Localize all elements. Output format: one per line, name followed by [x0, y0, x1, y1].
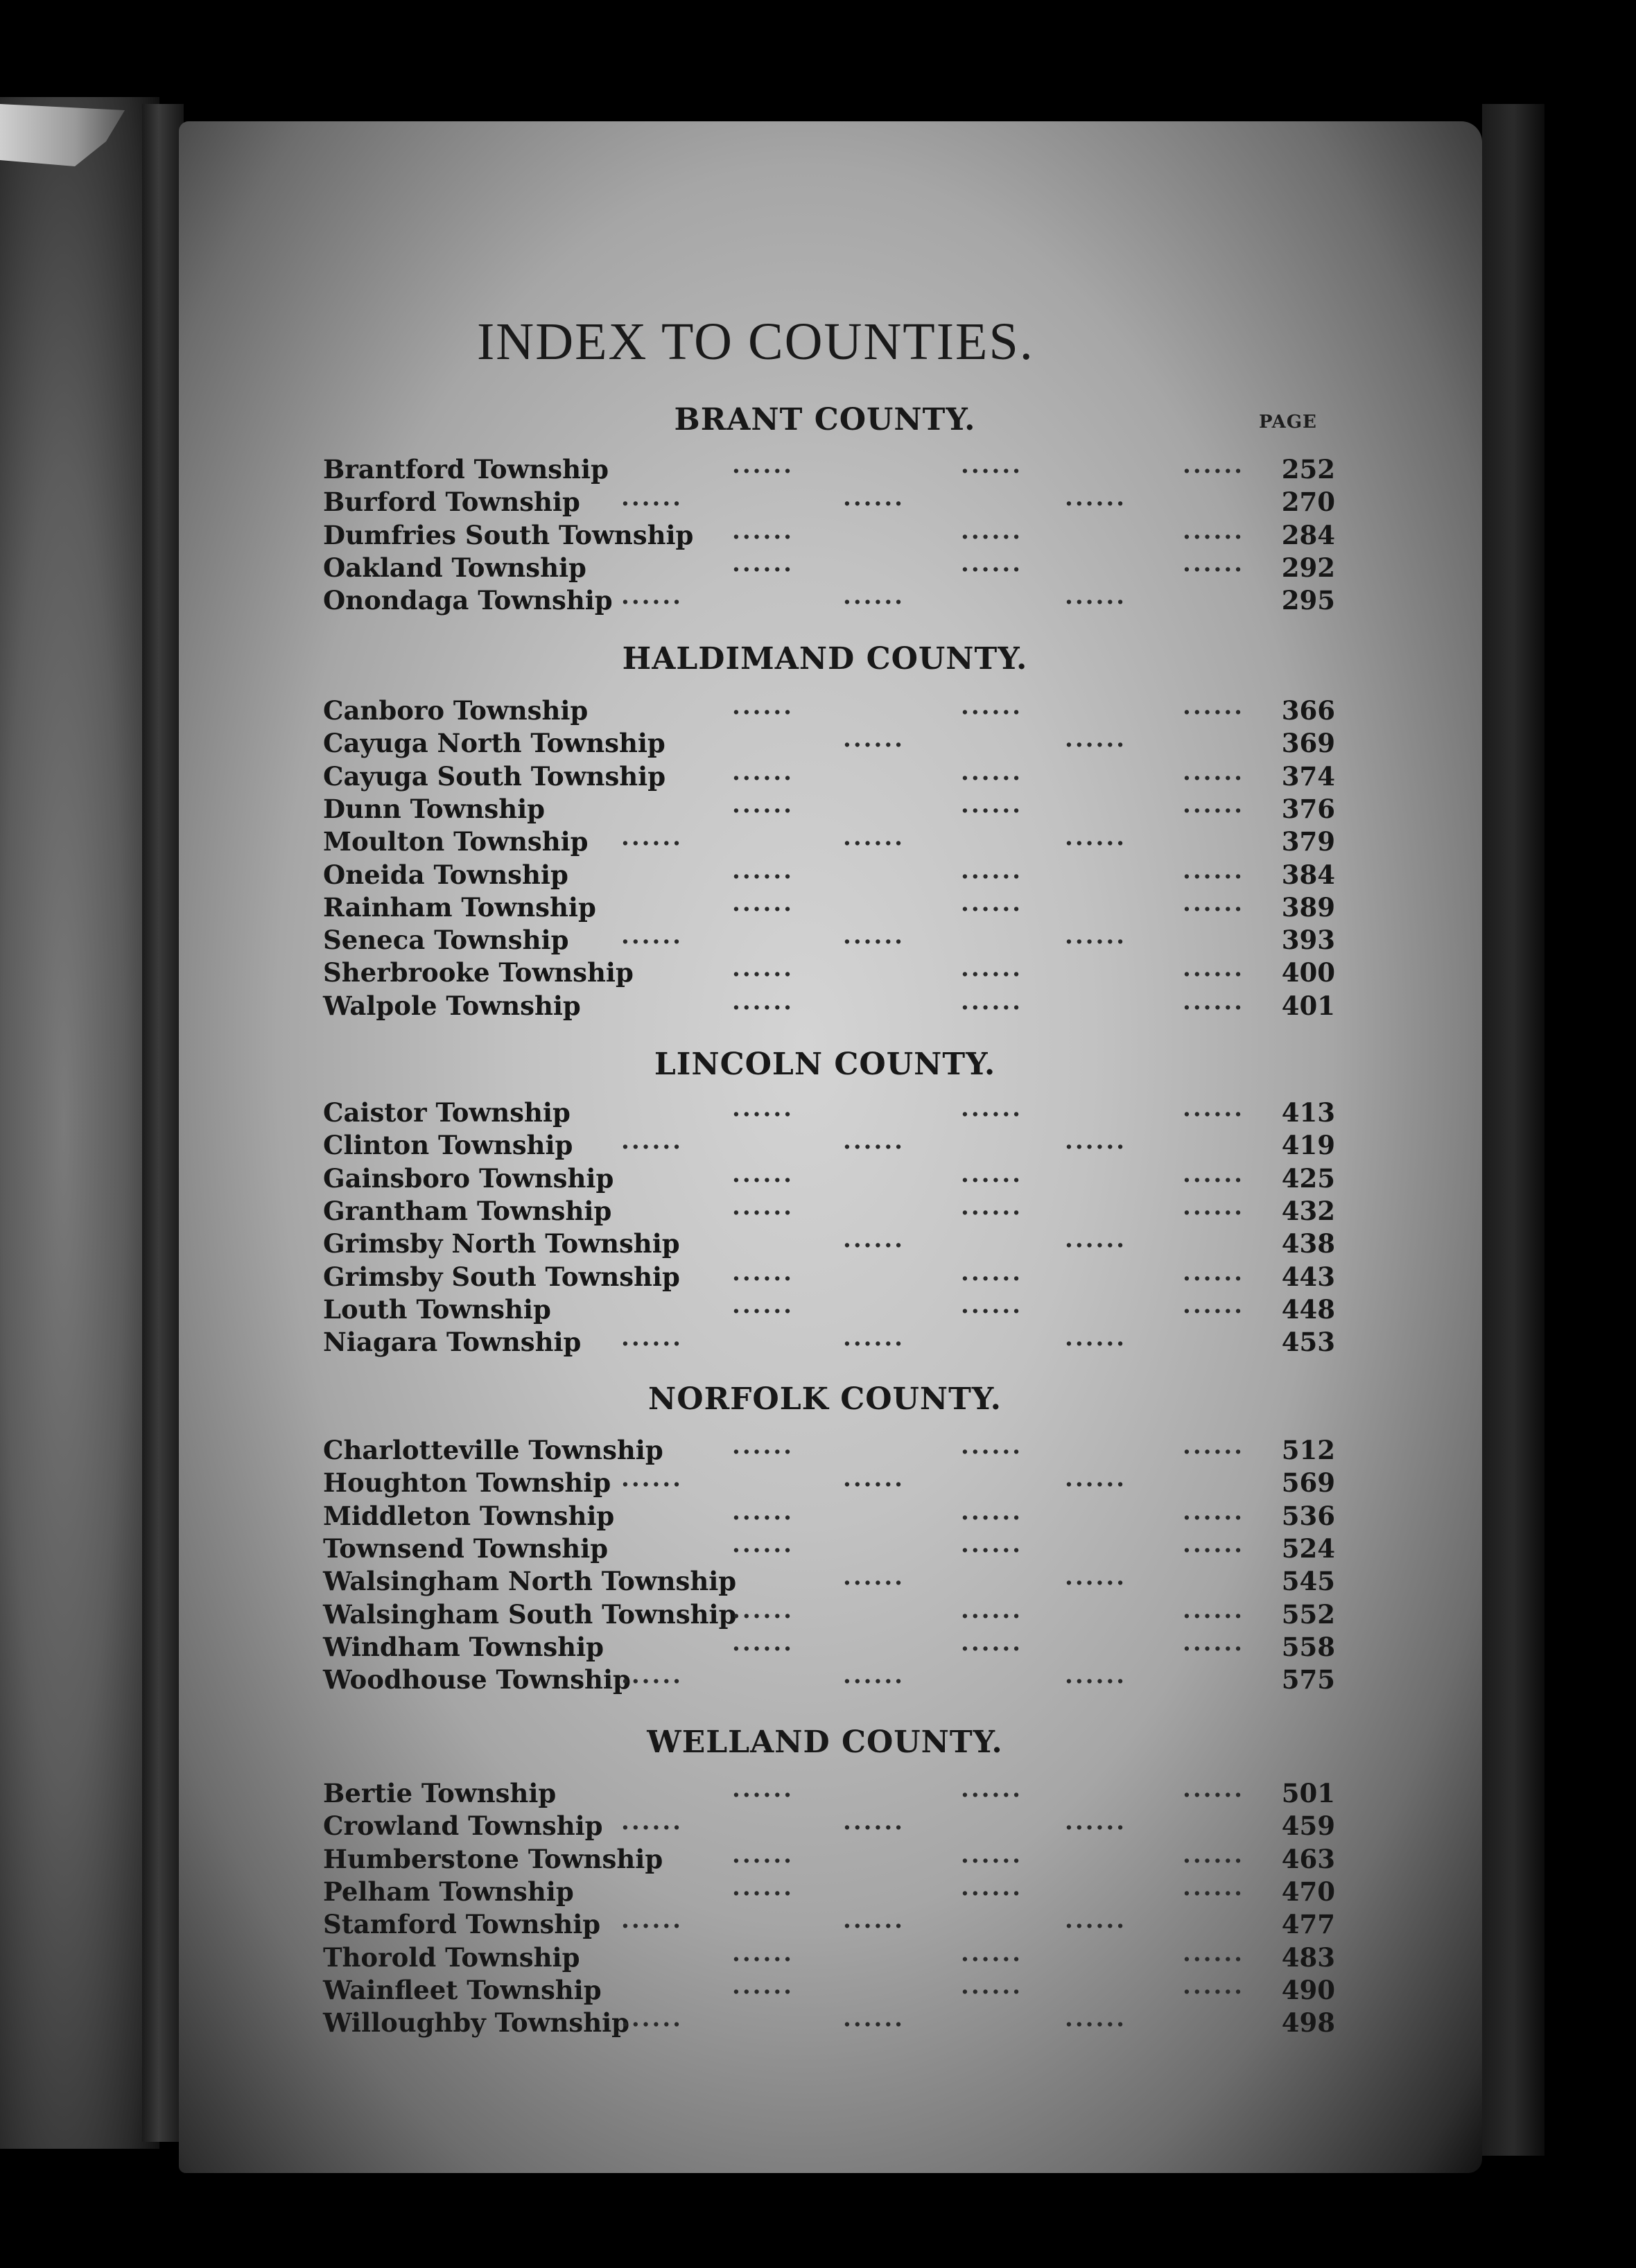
dot-leader: ......: [1065, 484, 1127, 512]
index-entry: [323, 856, 1335, 893]
dot-leader: ......: [1065, 1127, 1127, 1155]
dot-leader: ......: [1183, 987, 1245, 1015]
page-number: 401: [1281, 990, 1335, 1021]
index-entry: [323, 516, 1335, 553]
dot-leader: ......: [732, 1258, 794, 1286]
township-name: Canboro Township: [323, 695, 589, 726]
dot-leader: ......: [843, 484, 905, 512]
dot-leader: ......: [843, 1661, 905, 1690]
dot-leader: ......: [1183, 451, 1245, 479]
township-name: Burford Township: [323, 487, 580, 518]
dot-leader: ......: [843, 2005, 905, 2033]
county-heading: BRANT COUNTY.: [674, 402, 976, 437]
township-name: Seneca Township: [323, 925, 569, 956]
dot-leader: ......: [621, 1808, 684, 1836]
page-number: 558: [1281, 1631, 1335, 1662]
page-right-edge: [1482, 104, 1544, 2156]
page-number: 483: [1281, 1942, 1335, 1973]
township-name: Pelham Township: [323, 1876, 574, 1907]
township-name: Willoughby Township: [323, 2007, 630, 2039]
dot-leader: ......: [732, 790, 794, 819]
township-name: Walpole Township: [323, 990, 581, 1021]
index-entry: [323, 1160, 1335, 1196]
dot-leader: ......: [732, 1971, 794, 2000]
page-number: 498: [1281, 2007, 1335, 2039]
dot-leader: ......: [621, 823, 684, 852]
index-entry: [323, 1808, 1335, 1844]
index-entry: [323, 889, 1335, 925]
page-number: 389: [1281, 891, 1335, 923]
index-entry: [323, 1127, 1335, 1163]
dot-leader: ......: [961, 1160, 1023, 1188]
dot-leader: ......: [843, 582, 905, 611]
dot-leader: ......: [732, 692, 794, 720]
index-entry: [323, 1596, 1335, 1632]
dot-leader: ......: [732, 1775, 794, 1803]
page-number: 292: [1281, 552, 1335, 583]
dot-leader: ......: [961, 758, 1023, 786]
page-number: 252: [1281, 454, 1335, 485]
index-entry: [323, 484, 1335, 520]
dot-leader: ......: [732, 1939, 794, 1967]
dot-leader: ......: [843, 1563, 905, 1591]
dot-leader: ......: [1065, 2005, 1127, 2033]
township-name: Caistor Township: [323, 1097, 571, 1128]
dot-leader: ......: [961, 1530, 1023, 1558]
page-number: 453: [1281, 1327, 1335, 1358]
page-number: 443: [1281, 1261, 1335, 1292]
dot-leader: ......: [961, 516, 1023, 545]
page-number: 419: [1281, 1130, 1335, 1161]
page-number: 490: [1281, 1974, 1335, 2005]
dot-leader: ......: [843, 1225, 905, 1254]
dot-leader: ......: [732, 1291, 794, 1319]
page-number: 379: [1281, 826, 1335, 857]
dot-leader: ......: [621, 484, 684, 512]
dot-leader: ......: [732, 1840, 794, 1869]
dot-leader: ......: [1183, 856, 1245, 884]
page-number: 432: [1281, 1195, 1335, 1226]
dot-leader: ......: [621, 1465, 684, 1493]
dot-leader: ......: [961, 1775, 1023, 1803]
dot-leader: ......: [1183, 1628, 1245, 1657]
dot-leader: ......: [961, 1291, 1023, 1319]
page-number: 284: [1281, 519, 1335, 550]
book-spine: [142, 104, 184, 2142]
county-heading: LINCOLN COUNTY.: [654, 1047, 996, 1082]
dot-leader: ......: [732, 549, 794, 577]
page-number: 512: [1281, 1435, 1335, 1465]
dot-leader: ......: [732, 1530, 794, 1558]
dot-leader: ......: [1183, 1596, 1245, 1624]
index-entry: [323, 1225, 1335, 1262]
page-number: 376: [1281, 793, 1335, 824]
page-number: 393: [1281, 925, 1335, 956]
township-name: Louth Township: [323, 1293, 551, 1325]
page-number: 366: [1281, 695, 1335, 726]
index-entry: [323, 1258, 1335, 1295]
dot-leader: ......: [732, 1873, 794, 1901]
dot-leader: ......: [732, 889, 794, 917]
township-name: Grantham Township: [323, 1195, 612, 1226]
page-number: 459: [1281, 1811, 1335, 1842]
dot-leader: ......: [1183, 516, 1245, 545]
dot-leader: ......: [1183, 1192, 1245, 1221]
dot-leader: ......: [732, 1432, 794, 1460]
page-number: 477: [1281, 1909, 1335, 1940]
township-name: Gainsboro Township: [323, 1162, 614, 1194]
page-number: 295: [1281, 585, 1335, 616]
index-entry: [323, 1432, 1335, 1468]
township-name: Dunn Township: [323, 793, 546, 824]
dot-leader: ......: [1065, 1808, 1127, 1836]
dot-leader: ......: [1183, 1939, 1245, 1967]
township-name: Cayuga North Township: [323, 728, 665, 759]
dot-leader: ......: [1183, 1497, 1245, 1526]
index-entry: [323, 823, 1335, 860]
township-name: Middleton Township: [323, 1500, 615, 1531]
dot-leader: ......: [1183, 758, 1245, 786]
dot-leader: ......: [621, 1324, 684, 1352]
index-entry: [323, 1971, 1335, 2008]
dot-leader: ......: [1065, 922, 1127, 950]
township-name: Wainfleet Township: [323, 1974, 602, 2005]
dot-leader: ......: [961, 451, 1023, 479]
index-entry: [323, 1497, 1335, 1534]
township-name: Oakland Township: [323, 552, 586, 583]
index-entry: [323, 1775, 1335, 1811]
dot-leader: ......: [961, 1628, 1023, 1657]
dot-leader: ......: [1183, 1873, 1245, 1901]
dot-leader: ......: [732, 1192, 794, 1221]
dot-leader: ......: [621, 1906, 684, 1935]
index-entry: [323, 1291, 1335, 1327]
index-entry: [323, 1563, 1335, 1599]
dot-leader: ......: [732, 1497, 794, 1526]
index-entry: [323, 549, 1335, 586]
dot-leader: ......: [621, 922, 684, 950]
index-entry: [323, 1840, 1335, 1877]
dot-leader: ......: [961, 1596, 1023, 1624]
township-name: Dumfries South Township: [323, 519, 694, 550]
dot-leader: ......: [1183, 692, 1245, 720]
township-name: Walsingham North Township: [323, 1566, 737, 1597]
township-name: Woodhouse Township: [323, 1664, 631, 1695]
township-name: Cayuga South Township: [323, 760, 666, 792]
township-name: Houghton Township: [323, 1467, 611, 1499]
township-name: Sherbrooke Township: [323, 957, 634, 988]
dot-leader: ......: [961, 1094, 1023, 1122]
dot-leader: ......: [961, 549, 1023, 577]
dot-leader: ......: [1065, 725, 1127, 753]
dot-leader: ......: [843, 1465, 905, 1493]
dot-leader: ......: [1183, 1291, 1245, 1319]
township-name: Grimsby South Township: [323, 1261, 680, 1292]
dot-leader: ......: [961, 1939, 1023, 1967]
dot-leader: ......: [621, 1127, 684, 1155]
page-number: 438: [1281, 1228, 1335, 1259]
county-heading: HALDIMAND COUNTY.: [622, 641, 1028, 677]
dot-leader: ......: [1183, 889, 1245, 917]
dot-leader: ......: [961, 856, 1023, 884]
dot-leader: ......: [961, 1873, 1023, 1901]
facing-page-edge: [0, 97, 159, 2149]
dot-leader: ......: [843, 823, 905, 852]
index-entry: [323, 1661, 1335, 1698]
index-entry: [323, 758, 1335, 794]
dot-leader: ......: [961, 954, 1023, 983]
index-entry: [323, 1873, 1335, 1910]
dot-leader: ......: [961, 987, 1023, 1015]
township-name: Thorold Township: [323, 1942, 580, 1973]
page-number: 384: [1281, 859, 1335, 890]
dot-leader: ......: [1183, 1432, 1245, 1460]
township-name: Niagara Township: [323, 1327, 582, 1358]
page-number: 270: [1281, 487, 1335, 518]
dot-leader: ......: [961, 1432, 1023, 1460]
index-entry: [323, 1324, 1335, 1360]
dot-leader: ......: [961, 1258, 1023, 1286]
dot-leader: ......: [961, 1497, 1023, 1526]
index-entry: [323, 1939, 1335, 1975]
index-entry: [323, 954, 1335, 991]
page-number: 501: [1281, 1778, 1335, 1808]
index-entry: [323, 582, 1335, 618]
dot-leader: ......: [732, 516, 794, 545]
index-entry: [323, 725, 1335, 761]
township-name: Charlotteville Township: [323, 1435, 663, 1465]
dot-leader: ......: [732, 954, 794, 983]
township-name: Windham Township: [323, 1631, 604, 1662]
township-name: Oneida Township: [323, 859, 568, 890]
index-entry: [323, 987, 1335, 1024]
dot-leader: ......: [961, 692, 1023, 720]
dot-leader: ......: [843, 1324, 905, 1352]
township-name: Crowland Township: [323, 1811, 603, 1842]
township-name: Onondaga Township: [323, 585, 613, 616]
dot-leader: ......: [732, 451, 794, 479]
index-entry: [323, 790, 1335, 827]
dot-leader: ......: [732, 1628, 794, 1657]
dot-leader: ......: [1065, 582, 1127, 611]
dot-leader: ......: [1065, 1225, 1127, 1254]
county-heading: NORFOLK COUNTY.: [648, 1381, 1002, 1417]
dot-leader: ......: [1183, 1160, 1245, 1188]
page-number: 524: [1281, 1533, 1335, 1564]
dot-leader: ......: [961, 790, 1023, 819]
page-number: 448: [1281, 1293, 1335, 1325]
index-entry: [323, 692, 1335, 729]
page-number: 413: [1281, 1097, 1335, 1128]
page-number: 470: [1281, 1876, 1335, 1907]
dot-leader: ......: [843, 725, 905, 753]
dot-leader: ......: [1183, 1840, 1245, 1869]
page-title: INDEX TO COUNTIES.: [477, 313, 1034, 371]
page-number: 536: [1281, 1500, 1335, 1531]
township-name: Walsingham South Township: [323, 1598, 737, 1630]
township-name: Moulton Township: [323, 826, 589, 857]
township-name: Townsend Township: [323, 1533, 609, 1564]
index-entry: [323, 451, 1335, 487]
dot-leader: ......: [961, 1971, 1023, 2000]
dot-leader: ......: [621, 1661, 684, 1690]
page-number: 552: [1281, 1598, 1335, 1630]
dot-leader: ......: [1183, 790, 1245, 819]
dot-leader: ......: [732, 1596, 794, 1624]
index-entry: [323, 1906, 1335, 1942]
dot-leader: ......: [1183, 1971, 1245, 2000]
dot-leader: ......: [1183, 1530, 1245, 1558]
dot-leader: ......: [621, 2005, 684, 2033]
dot-leader: ......: [1065, 1324, 1127, 1352]
dot-leader: ......: [1065, 823, 1127, 852]
dot-leader: ......: [732, 1160, 794, 1188]
dot-leader: ......: [732, 1094, 794, 1122]
page-number: 575: [1281, 1664, 1335, 1695]
township-name: Humberstone Township: [323, 1843, 663, 1874]
dot-leader: ......: [961, 889, 1023, 917]
township-name: Brantford Township: [323, 454, 609, 485]
page-number: 400: [1281, 957, 1335, 988]
index-entry: [323, 1628, 1335, 1665]
dot-leader: ......: [732, 758, 794, 786]
township-name: Bertie Township: [323, 1778, 557, 1808]
page-number: 569: [1281, 1467, 1335, 1499]
index-entry: [323, 1094, 1335, 1131]
page-number: 545: [1281, 1566, 1335, 1597]
township-name: Grimsby North Township: [323, 1228, 680, 1259]
dot-leader: ......: [732, 856, 794, 884]
index-entry: [323, 1467, 1335, 1501]
county-heading: WELLAND COUNTY.: [647, 1725, 1003, 1760]
township-name: Rainham Township: [323, 891, 596, 923]
township-name: Clinton Township: [323, 1130, 573, 1161]
page-number: 463: [1281, 1843, 1335, 1874]
dot-leader: ......: [1183, 1258, 1245, 1286]
dot-leader: ......: [1183, 954, 1245, 983]
page-number: 374: [1281, 760, 1335, 792]
dot-leader: ......: [961, 1840, 1023, 1869]
dot-leader: ......: [843, 1808, 905, 1836]
index-entry: [323, 922, 1335, 958]
dot-leader: ......: [1065, 1906, 1127, 1935]
dot-leader: ......: [621, 582, 684, 611]
dot-leader: ......: [1183, 549, 1245, 577]
dot-leader: ......: [843, 1127, 905, 1155]
dot-leader: ......: [1183, 1775, 1245, 1803]
index-entry: [323, 1192, 1335, 1229]
dot-leader: ......: [732, 987, 794, 1015]
page-number: 369: [1281, 728, 1335, 759]
index-entry: [323, 2007, 1335, 2041]
dot-leader: ......: [1065, 1563, 1127, 1591]
dot-leader: ......: [843, 1906, 905, 1935]
index-entry: [323, 1530, 1335, 1567]
dot-leader: ......: [843, 922, 905, 950]
dot-leader: ......: [1065, 1465, 1127, 1493]
dot-leader: ......: [1065, 1661, 1127, 1690]
dot-leader: ......: [961, 1192, 1023, 1221]
township-name: Stamford Township: [323, 1909, 601, 1940]
dot-leader: ......: [1183, 1094, 1245, 1122]
page-number: 425: [1281, 1162, 1335, 1194]
page-column-label: PAGE: [1259, 412, 1317, 433]
